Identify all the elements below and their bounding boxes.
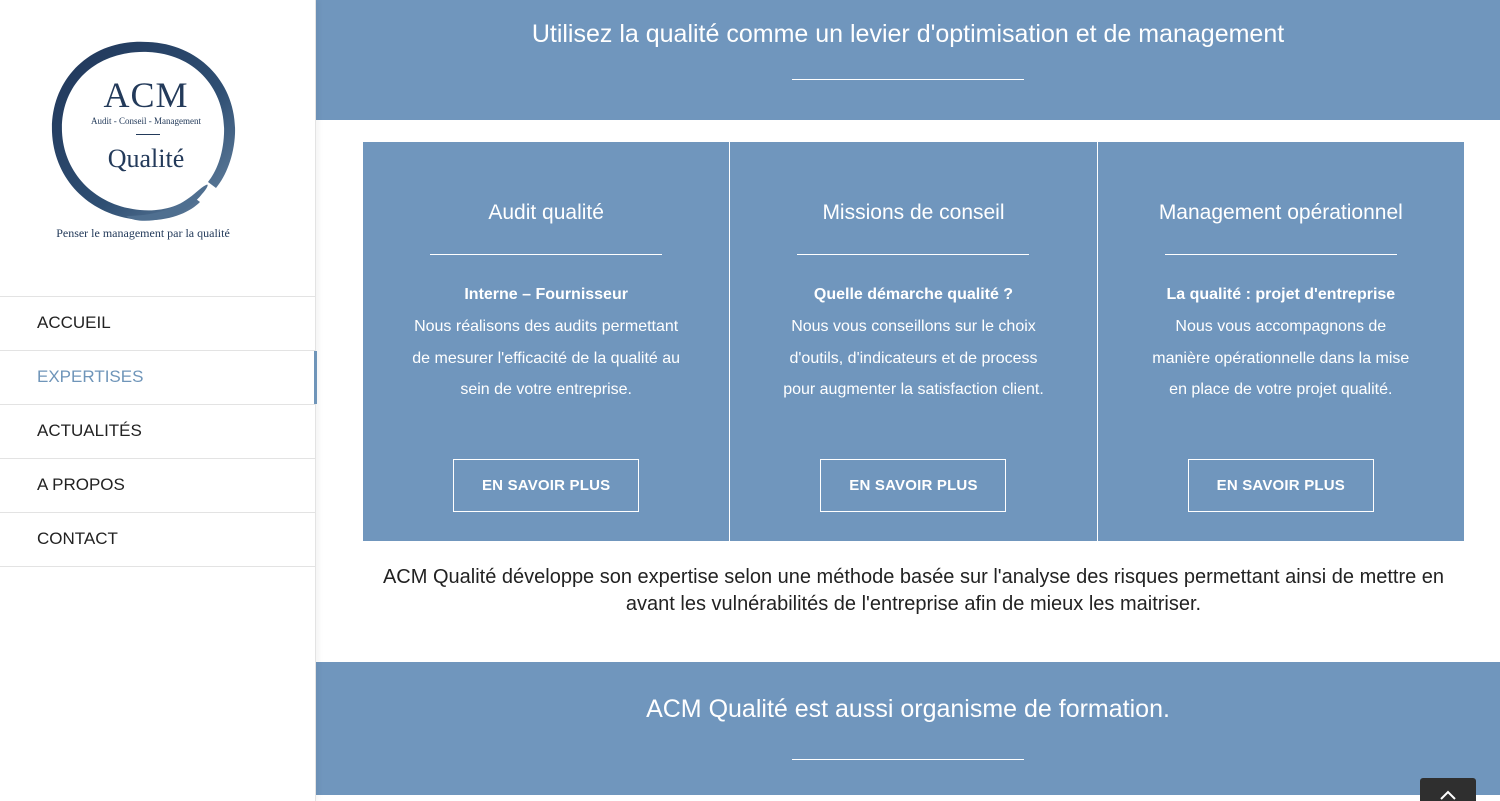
- card-audit: [363, 142, 729, 541]
- formation-divider: [792, 759, 1024, 760]
- main-content: [316, 0, 1500, 801]
- intro-paragraph: ACM Qualité développe son expertise selon une méthode basée sur l'analyse des risques permettant ainsi de mettre en avant les vulnérabilités de l'entreprise afin de mieux les maitriser.: [382, 566, 1445, 615]
- expertise-cards: [363, 142, 1464, 541]
- chevron-up-icon: [1440, 790, 1456, 800]
- card-subtitle: Quelle démarche qualité ?: [813, 286, 1014, 303]
- site-logo[interactable]: [30, 30, 260, 250]
- nav-item-accueil[interactable]: ACCUEIL: [0, 297, 316, 351]
- logo-qualite-text: Qualité: [107, 144, 185, 173]
- card-management: [1097, 142, 1464, 541]
- card-title: Management opérationnel: [1158, 201, 1403, 224]
- hand-circle-logo-icon: [30, 30, 260, 230]
- main-nav: [0, 296, 316, 567]
- nav-item-a-propos[interactable]: A PROPOS: [0, 459, 316, 513]
- logo-subtitle: Audit - Conseil - Management: [91, 116, 201, 126]
- card-title: Missions de conseil: [822, 201, 1005, 224]
- card-divider: [1165, 254, 1397, 255]
- logo-divider: [136, 134, 160, 135]
- hero-title: Utilisez la qualité comme un levier d'optimisation et de management: [531, 20, 1285, 48]
- formation-title: ACM Qualité est aussi organisme de formation.: [646, 695, 1170, 723]
- card-body: Nous vous conseillons sur le choix d'outils, d'indicateurs et de process pour augmenter la satisfaction client.: [783, 318, 1044, 398]
- hero-divider: [792, 79, 1024, 80]
- logo-tagline: Penser le management par la qualité: [56, 226, 230, 240]
- scroll-to-top-button[interactable]: [1420, 778, 1476, 801]
- nav-item-actualites[interactable]: ACTUALITÉS: [0, 405, 316, 459]
- card-body: Nous vous accompagnons de manière opérationnelle dans la mise en place de votre projet qualité.: [1152, 318, 1410, 398]
- formation-banner: [316, 662, 1500, 795]
- card-title: Audit qualité: [488, 201, 604, 224]
- card-conseil: [729, 142, 1096, 541]
- learn-more-button[interactable]: EN SAVOIR PLUS: [820, 459, 1006, 512]
- sidebar: [0, 0, 316, 801]
- learn-more-button[interactable]: EN SAVOIR PLUS: [453, 459, 639, 512]
- card-body: Nous réalisons des audits permettant de mesurer l'efficacité de la qualité au sein de votre entreprise.: [412, 318, 681, 398]
- hero-banner: [316, 0, 1500, 120]
- card-divider: [430, 254, 662, 255]
- nav-item-expertises[interactable]: EXPERTISES: [0, 351, 316, 405]
- card-subtitle: Interne – Fournisseur: [464, 286, 628, 303]
- card-divider: [797, 254, 1029, 255]
- learn-more-button[interactable]: EN SAVOIR PLUS: [1188, 459, 1374, 512]
- logo-acm-text: ACM: [103, 75, 189, 115]
- card-subtitle: La qualité : projet d'entreprise: [1166, 286, 1396, 303]
- nav-item-contact[interactable]: CONTACT: [0, 513, 316, 567]
